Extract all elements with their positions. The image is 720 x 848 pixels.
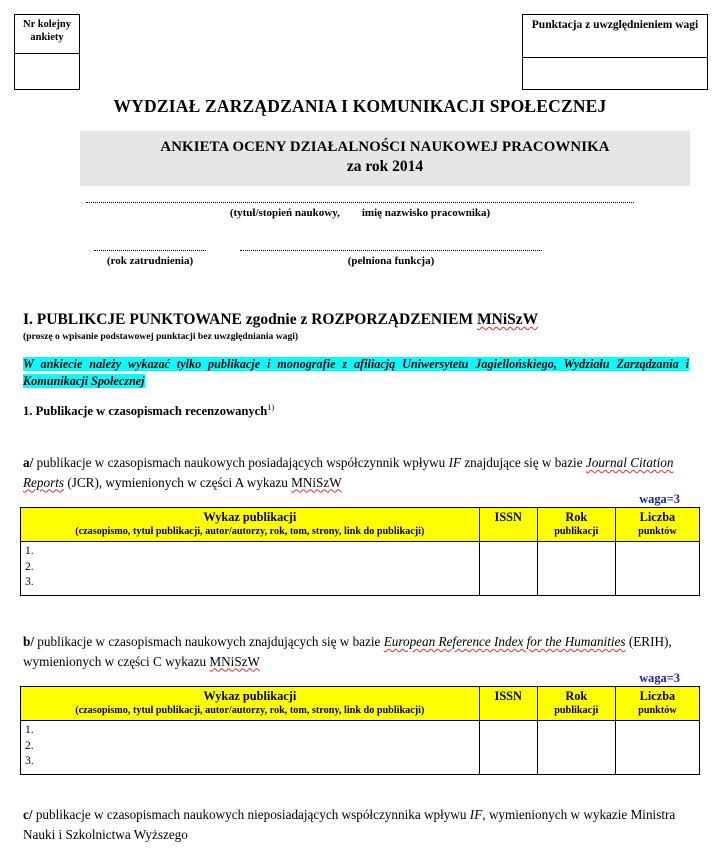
employment-info-lines-row bbox=[0, 250, 720, 268]
table-a-col-publications bbox=[21, 508, 480, 542]
publications-table-b bbox=[20, 686, 700, 775]
employee-name-caption-b: imię nazwisko pracownika) bbox=[361, 207, 491, 219]
table-b-col-publications-title: Wykaz publikacji bbox=[203, 689, 297, 703]
paragraph-c bbox=[23, 805, 691, 844]
publications-table-a bbox=[20, 507, 700, 596]
faculty-title: WYDZIAŁ ZARZĄDZANIA I KOMUNIKACJI SPOŁECZNEJ bbox=[113, 96, 607, 116]
paragraph-b-letter: b/ bbox=[23, 634, 34, 649]
subsection-1-text: 1. Publikacje w czasopismach recenzowanych bbox=[23, 404, 268, 419]
employment-year-input-line[interactable] bbox=[94, 250, 206, 251]
paragraph-a-text-3: (JCR), wymienionych w części A wykazu bbox=[64, 474, 292, 490]
paragraph-a-acronym: MNiSzW bbox=[291, 474, 342, 490]
weighted-score-field[interactable] bbox=[523, 58, 707, 132]
employee-name-input-line[interactable] bbox=[86, 202, 634, 203]
employment-info-line-group bbox=[0, 250, 720, 268]
paragraph-b bbox=[23, 632, 691, 671]
table-b-col-points-line1: Liczba bbox=[639, 689, 676, 703]
subsection-1-label bbox=[23, 403, 274, 419]
table-a-col-issn: ISSN bbox=[479, 508, 537, 542]
employee-name-line-group bbox=[0, 202, 720, 220]
header-boxes bbox=[0, 14, 720, 90]
table-b-cell-points[interactable] bbox=[615, 721, 699, 775]
table-a-header-row bbox=[21, 508, 700, 542]
weighted-score-box bbox=[522, 14, 708, 90]
form-title-line-2: za rok 2014 bbox=[346, 158, 424, 175]
survey-number-box bbox=[14, 14, 80, 90]
paragraph-a bbox=[23, 453, 691, 492]
table-b-cell-issn[interactable] bbox=[479, 721, 537, 775]
table-a-col-year-line1: Rok bbox=[565, 510, 588, 524]
table-a-col-points-line1: Liczba bbox=[639, 510, 676, 524]
table-b-row-marker-2: 2. bbox=[25, 738, 34, 752]
table-a-col-points-line2: punktów bbox=[638, 526, 677, 537]
paragraph-c-text-2: , wymienionych w wykazie Ministra Nauki i Szkolnictwa Wyższego bbox=[23, 807, 676, 842]
paragraph-a-italic-1: IF bbox=[448, 455, 462, 470]
section-1-heading-acronym: MNiSzW bbox=[477, 311, 539, 328]
table-b-col-year bbox=[537, 687, 615, 721]
table-b-body-row bbox=[21, 721, 700, 775]
paragraph-a-letter: a/ bbox=[23, 455, 34, 470]
table-b-col-year-line1: Rok bbox=[565, 689, 588, 703]
table-b-cell-publications[interactable] bbox=[21, 721, 480, 775]
paragraph-a-text-1: publikacje w czasopismach naukowych posiadających współczynnik wpływu bbox=[33, 455, 449, 470]
table-a-cell-publications[interactable] bbox=[21, 542, 480, 596]
employment-year-col bbox=[94, 250, 206, 268]
table-b-col-publications bbox=[21, 687, 480, 721]
table-a-col-year-line2: publikacji bbox=[554, 526, 599, 537]
table-a-col-publications-title: Wykaz publikacji bbox=[203, 510, 297, 524]
form-title-banner bbox=[80, 131, 690, 186]
table-b-row-marker-3: 3. bbox=[25, 754, 34, 767]
table-b-header-row bbox=[21, 687, 700, 721]
employee-name-caption-a: (tytuł/stopień naukowy, bbox=[229, 207, 340, 219]
table-a-cell-issn[interactable] bbox=[479, 542, 537, 596]
paragraph-a-text-2: znajdujące się w bazie bbox=[461, 455, 586, 470]
weighted-score-label: Punktacja z uwzględnieniem wagi bbox=[523, 15, 707, 58]
affiliation-note-text: W ankiecie należy wykazać tylko publikacje i monografie z afiliacją Uniwersytetu Jagiellońskiego, Wydziału Zarządzania i Komunikacji Społecznej bbox=[23, 357, 689, 388]
paragraph-c-letter: c/ bbox=[23, 807, 33, 822]
table-b-col-points bbox=[615, 687, 699, 721]
survey-number-label: Nr kolejny ankiety bbox=[15, 15, 79, 54]
affiliation-note bbox=[23, 356, 689, 390]
table-a-col-publications-subtitle: (czasopismo, tytuł publikacji, autor/autorzy, rok, tom, strony, link do publikacji) bbox=[75, 526, 425, 537]
paragraph-c-text-1: publikacje w czasopismach naukowych nieposiadających współczynnika wpływu bbox=[32, 807, 470, 822]
employment-year-caption: (rok zatrudnienia) bbox=[106, 255, 194, 267]
table-b-col-year-line2: publikacji bbox=[554, 705, 599, 716]
paragraph-b-italic-1: European Reference Index for the Humanities bbox=[383, 634, 626, 649]
form-title-line-1: ANKIETA OCENY DZIAŁALNOŚCI NAUKOWEJ PRACOWNIKA bbox=[160, 139, 610, 155]
table-a-row-marker-2: 2. bbox=[25, 559, 34, 573]
subsection-1-footnote-marker: 1) bbox=[267, 403, 275, 412]
table-a-row-marker-3: 3. bbox=[25, 575, 34, 588]
table-b-col-publications-subtitle: (czasopismo, tytuł publikacji, autor/autorzy, rok, tom, strony, link do publikacji) bbox=[75, 705, 425, 716]
held-position-col bbox=[240, 250, 542, 268]
paragraph-b-text-2: (ERIH), wymienionych w części C wykazu bbox=[23, 634, 672, 669]
table-a-row-marker-1: 1. bbox=[25, 544, 34, 557]
table-b-col-points-line2: punktów bbox=[638, 705, 677, 716]
employee-name-caption bbox=[86, 207, 634, 220]
weight-label-a: waga=3 bbox=[639, 492, 680, 506]
held-position-input-line[interactable] bbox=[240, 250, 542, 251]
table-a-cell-year[interactable] bbox=[537, 542, 615, 596]
paragraph-c-italic-1: IF bbox=[469, 807, 483, 822]
section-1-heading-text: I. PUBLIKCJE PUNKTOWANE zgodnie z ROZPORZĄDZENIEM bbox=[23, 311, 477, 328]
weight-label-b: waga=3 bbox=[639, 671, 680, 685]
table-b-cell-year[interactable] bbox=[537, 721, 615, 775]
section-1-heading bbox=[23, 310, 538, 329]
table-a-cell-points[interactable] bbox=[615, 542, 699, 596]
table-a-body-row bbox=[21, 542, 700, 596]
table-b-row-marker-1: 1. bbox=[25, 723, 34, 736]
paragraph-a-italic-2: Journal Citation Reports bbox=[23, 455, 674, 490]
paragraph-b-text-1: publikacje w czasopismach naukowych znajdujących się w bazie bbox=[34, 634, 384, 649]
column-spacer bbox=[206, 250, 240, 268]
table-a-col-year bbox=[537, 508, 615, 542]
paragraph-b-acronym: MNiSzW bbox=[209, 653, 260, 669]
held-position-caption: (pełniona funkcja) bbox=[347, 255, 435, 267]
table-b-col-issn: ISSN bbox=[479, 687, 537, 721]
section-1-subheading: (proszę o wpisanie podstawowej punktacji bez uwzględniania wagi) bbox=[23, 331, 299, 342]
table-a-col-points bbox=[615, 508, 699, 542]
